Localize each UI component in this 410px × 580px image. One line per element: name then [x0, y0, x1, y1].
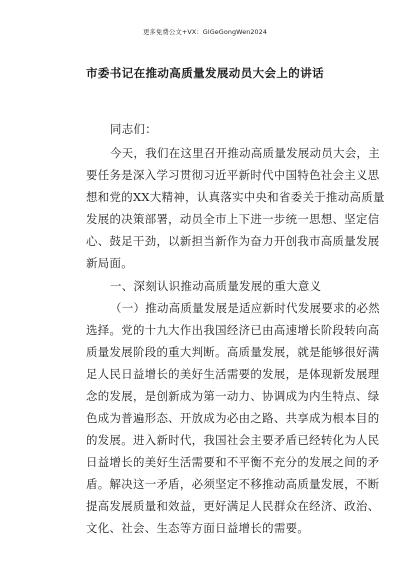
paragraph-line: 质量发展阶段的重大判断。高质量发展，就是能够很好满: [86, 345, 380, 359]
header-note: 更多免费公文+VX：GlGeGongWen2024: [142, 28, 268, 36]
paragraph-line: 选择。党的十九大作出我国经济已由高速增长阶段转向高: [86, 323, 380, 337]
paragraph-line: 发展的决策部署，动员全市上下进一步统一思想、坚定信: [86, 212, 380, 226]
paragraph-line: 日益增长的美好生活需要和不平衡不充分的发展之间的矛: [86, 455, 380, 469]
paragraph-line: 心、鼓足干劲，以新担当新作为奋力开创我市高质量发展: [86, 234, 380, 248]
paragraph-line: 的发展。进入新时代，我国社会主要矛盾已经转化为人民: [86, 433, 380, 447]
document-title: 市委书记在推动高质量发展动员大会上的讲话: [86, 66, 324, 80]
paragraph-line: （一）推动高质量发展是适应新时代发展要求的必然: [110, 301, 381, 315]
paragraph-line: 新局面。: [86, 256, 133, 270]
paragraph-line: 提高发展质量和效益，更好满足人民群众在经济、政治、: [86, 499, 380, 513]
paragraph-line: 要任务是深入学习贯彻习近平新时代中国特色社会主义思: [86, 168, 380, 182]
paragraph-line: 足人民日益增长的美好生活需要的发展，是体现新发展理: [86, 367, 380, 381]
section-heading: 一、深刻认识推动高质量发展的重大意义: [110, 279, 322, 293]
paragraph-line: 色成为普遍形态、开放成为必由之路、共享成为根本目的: [86, 411, 380, 425]
paragraph-line: 今天，我们在这里召开推动高质量发展动员大会，主: [110, 146, 381, 160]
paragraph-line: 念的发展，是创新成为第一动力、协调成为内生特点、绿: [86, 389, 380, 403]
salutation: 同志们：: [110, 122, 157, 136]
paragraph-line: 想和党的XX大精神，认真落实中央和省委关于推动高质量: [86, 190, 385, 204]
paragraph-line: 文化、社会、生态等方面日益增长的需要。: [86, 521, 310, 535]
paragraph-line: 盾。解决这一矛盾，必须坚定不移推动高质量发展，不断: [86, 477, 380, 491]
